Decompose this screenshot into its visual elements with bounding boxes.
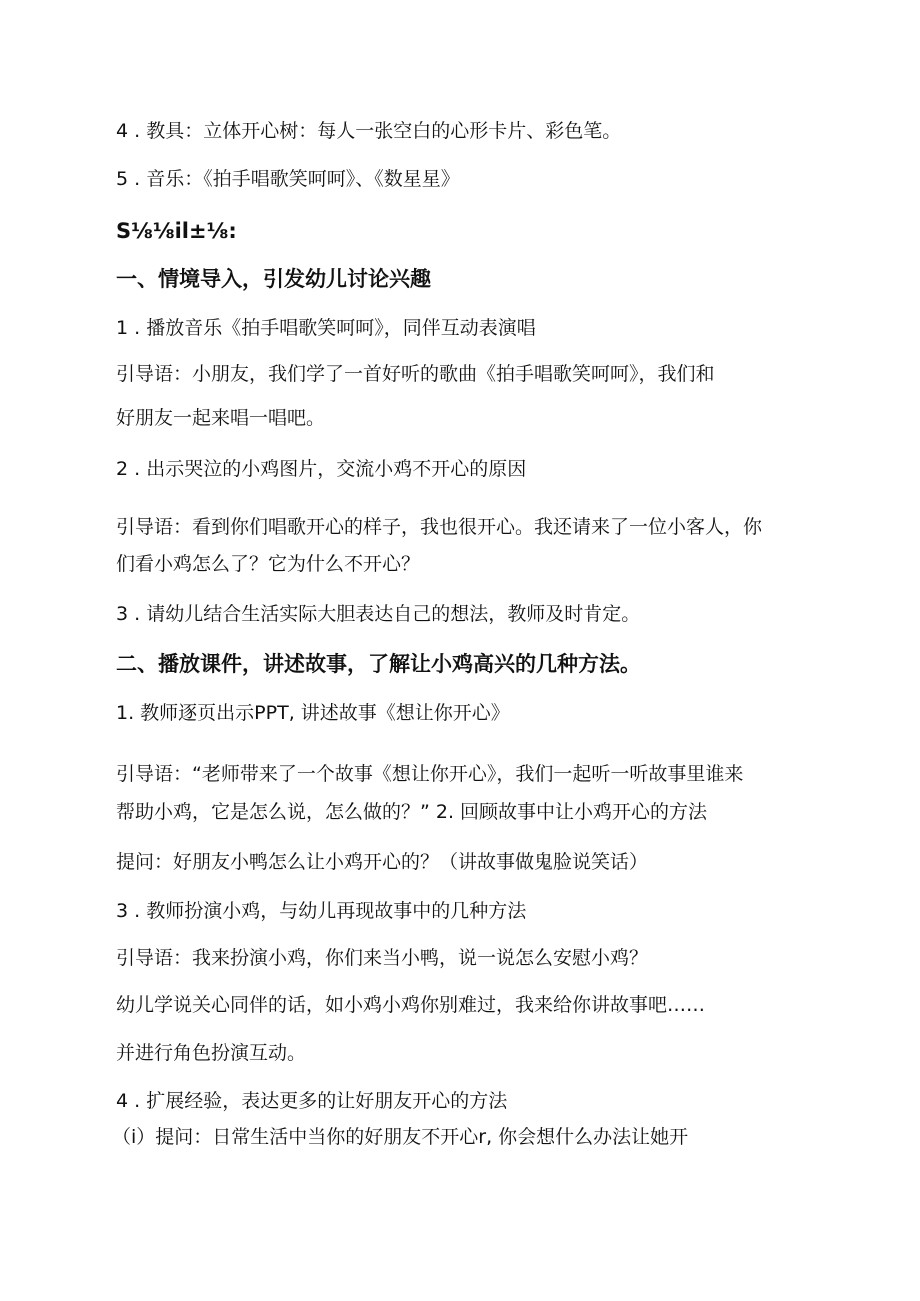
text-line: 引导语：我来扮演小鸡，你们来当小鸭，说一说怎么安慰小鸡？ — [116, 947, 649, 969]
text-line: 1 . 播放音乐《拍手唱歌笑呵呵》，同伴互动表演唱 — [116, 317, 536, 339]
text-line: 并进行角色扮演互动。 — [116, 1042, 307, 1064]
text-line: 1. 教师逐页出示PPT, 讲述故事《想让你开心》 — [116, 702, 510, 724]
text-line: 好朋友一起来唱一唱吧。 — [116, 407, 326, 429]
section-heading: S⅛⅛il±⅛: — [116, 219, 237, 243]
section-heading: 二、播放课件，讲述故事，了解让小鸡高兴的几种方法。 — [116, 652, 641, 676]
text-line: 引导语：“老师带来了一个故事《想让你开心》，我们一起听一听故事里谁来 — [116, 763, 744, 785]
text-line: 引导语：小朋友，我们学了一首好听的歌曲《拍手唱歌笑呵呵》，我们和 — [116, 363, 715, 385]
text-line: 提问：好朋友小鸭怎么让小鸡开心的？（讲故事做鬼脸说笑话） — [116, 851, 649, 873]
text-line: （i）提问：日常生活中当你的好朋友不开心r, 你会想什么办法让她开 — [112, 1126, 689, 1148]
text-line: 引导语：看到你们唱歌开心的样子，我也很开心。我还请来了一位小客人，你 — [116, 516, 763, 538]
text-line: 2 . 出示哭泣的小鸡图片，交流小鸡不开心的原因 — [116, 458, 527, 480]
section-heading: 一、情境导入，引发幼儿讨论兴趣 — [116, 267, 431, 291]
text-line: 5 . 音乐：《拍手唱歌笑呵呵》、《数星星》 — [116, 168, 460, 190]
text-line: 4 . 教具：立体开心树：每人一张空白的心形卡片、彩色笔。 — [116, 120, 622, 142]
text-line: 帮助小鸡，它是怎么说，怎么做的？” 2. 回顾故事中让小鸡开心的方法 — [116, 801, 708, 823]
text-line: 4 . 扩展经验，表达更多的让好朋友开心的方法 — [116, 1090, 508, 1112]
text-line: 幼儿学说关心同伴的话，如小鸡小鸡你别难过，我来给你讲故事吧…… — [116, 994, 706, 1016]
text-line: 们看小鸡怎么了？它为什么不开心？ — [116, 553, 421, 575]
text-line: 3 . 教师扮演小鸡，与幼儿再现故事中的几种方法 — [116, 900, 527, 922]
text-line: 3 . 请幼儿结合生活实际大胆表达自己的想法，教师及时肯定。 — [116, 603, 641, 625]
